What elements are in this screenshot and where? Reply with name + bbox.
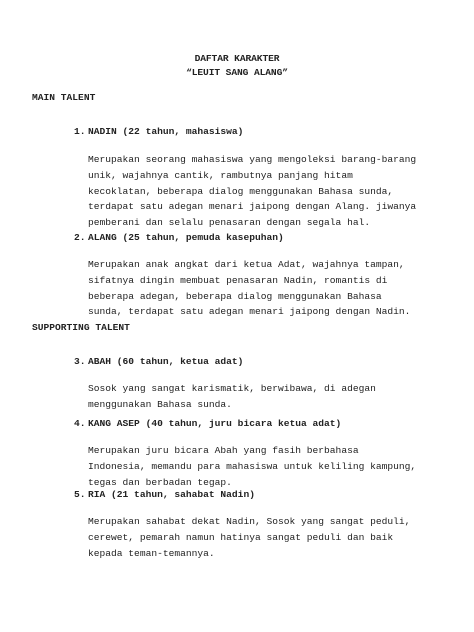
- description-line: terdapat satu adegan menari jaipong dengan Alang. jiwanya: [88, 201, 417, 213]
- character-description: [88, 381, 376, 413]
- character-number: 1.: [74, 126, 86, 137]
- supporting-talent-heading: SUPPORTING TALENT: [32, 322, 130, 333]
- description-line: Indonesia, memandu para mahasiswa untuk keliling kampung,: [88, 460, 417, 472]
- character-number: 4.: [74, 418, 86, 429]
- description-line: cerewet, pemarah namun hatinya sangat peduli dan baik: [88, 531, 394, 543]
- main-talent-heading: MAIN TALENT: [32, 92, 96, 103]
- description-line: Merupakan juru bicara Abah yang fasih berbahasa: [88, 445, 359, 456]
- character-number: 5.: [74, 489, 86, 500]
- character-heading: NADIN (22 tahun, mahasiswa): [88, 126, 244, 137]
- character-description: [88, 514, 410, 561]
- description-line: beberapa adegan, beberapa dialog menggunakan Bahasa: [88, 290, 382, 302]
- description-line: tegas dan berbadan tegap.: [88, 476, 232, 488]
- description-line: unik, wajahnya cantik, rambutnya panjang hitam: [88, 169, 353, 181]
- description-line: pemberani dan selalu penasaran dengan segala hal.: [88, 217, 371, 229]
- character-description: [88, 152, 416, 231]
- document-title: DAFTAR KARAKTER: [194, 53, 280, 64]
- character-heading: ALANG (25 tahun, pemuda kasepuhan): [88, 232, 284, 243]
- description-line: menggunakan Bahasa sunda.: [88, 398, 232, 410]
- description-line: Merupakan sahabat dekat Nadin, Sosok yang sangat peduli,: [88, 516, 411, 527]
- description-line: kecoklatan, beberapa dialog menggunakan Bahasa sunda,: [88, 185, 394, 197]
- character-heading: ABAH (60 tahun, ketua adat): [88, 356, 244, 367]
- description-line: Merupakan anak angkat dari ketua Adat, wajahnya tampan,: [88, 259, 405, 270]
- description-line: Sosok yang sangat karismatik, berwibawa, di adegan: [88, 383, 376, 394]
- character-number: 3.: [74, 356, 86, 367]
- document-subtitle: “LEUIT SANG ALANG”: [186, 67, 288, 78]
- character-description: [88, 257, 410, 320]
- character-heading: RIA (21 tahun, sahabat Nadin): [88, 489, 255, 500]
- character-heading: KANG ASEP (40 tahun, juru bicara ketua adat): [88, 418, 342, 429]
- description-line: sunda, terdapat satu adegan menari jaipong dengan Nadin.: [88, 306, 411, 318]
- description-line: kepada teman-temannya.: [88, 547, 215, 559]
- character-number: 2.: [74, 232, 86, 243]
- character-description: [88, 443, 416, 490]
- description-line: sifatnya dingin membuat penasaran Nadin, romantis di: [88, 274, 388, 286]
- description-line: Merupakan seorang mahasiswa yang mengoleksi barang-barang: [88, 154, 417, 165]
